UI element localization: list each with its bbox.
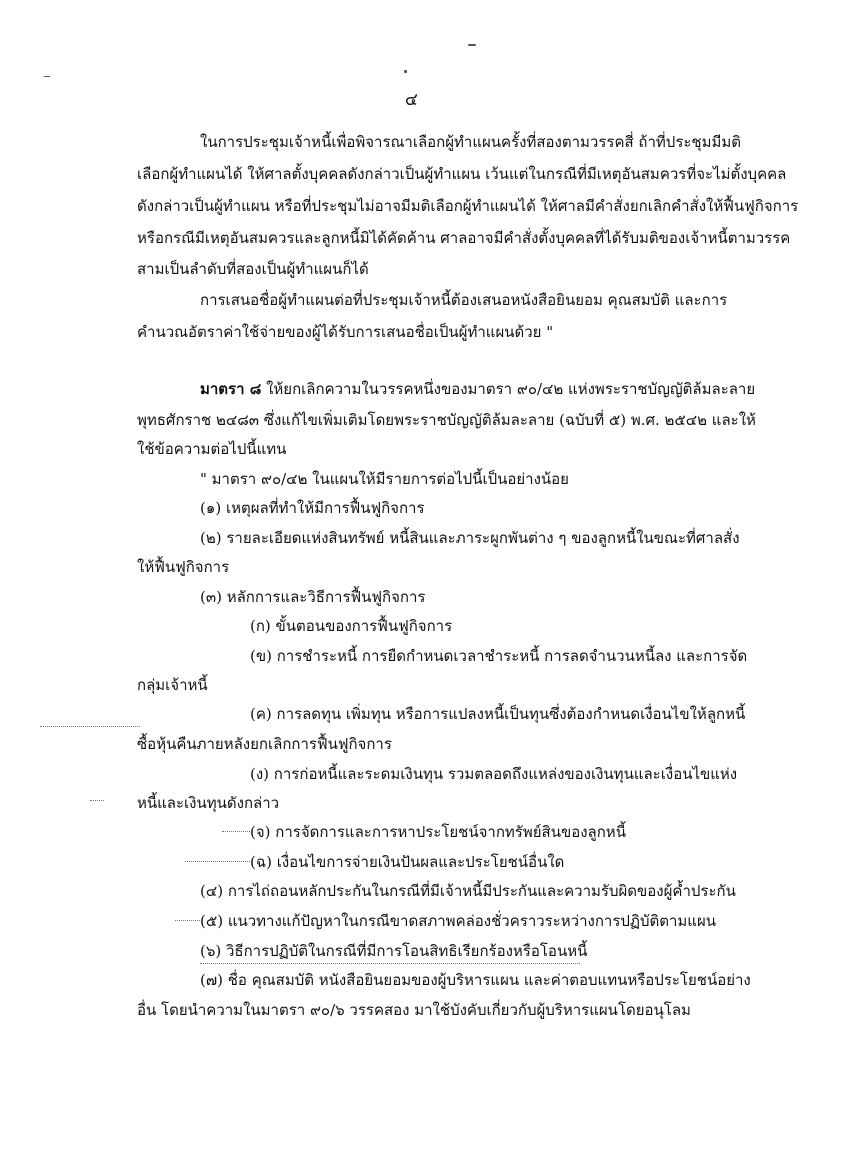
item-3f: (ฉ) เงื่อนไขการจ่ายเงินปันผลและประโยชน์อื่นใด bbox=[250, 853, 565, 871]
scan-dotted-mark bbox=[222, 831, 250, 832]
para1-line3: ดังกล่าวเป็นผู้ทำแผน หรือที่ประชุมไม่อาจมีมติเลือกผู้ทำแผนได้ ให้ศาลมีคำสั่งยกเลิกคำสั่งให้ฟื้นฟูกิจการ bbox=[137, 197, 799, 215]
para1-line2: เลือกผู้ทำแผนได้ ให้ศาลตั้งบุคคลดังกล่าวเป็นผู้ทำแผน เว้นแต่ในกรณีที่มีเหตุอันสมควรที่จะไม่ตั้งบุคคล bbox=[137, 165, 787, 183]
scan-dotted-rule bbox=[200, 963, 580, 964]
item-3c-line1: (ค) การลดทุน เพิ่มทุน หรือการแปลงหนี้เป็นทุนซึ่งต้องกำหนดเงื่อนไขให้ลูกหนี้ bbox=[250, 705, 746, 723]
item-3b-line2: กลุ่มเจ้าหนี้ bbox=[137, 676, 208, 694]
scan-dotted-mark bbox=[185, 861, 250, 862]
para1-line4: หรือกรณีมีเหตุอันสมควรและลูกหนี้มิได้คัดค้าน ศาลอาจมีคำสั่งตั้งบุคคลที่ได้รับมติของเจ้าหนี้ตามวรรค bbox=[137, 229, 791, 247]
item-6: (๖) วิธีการปฏิบัติในกรณีที่มีการโอนสิทธิเรียกร้องหรือโอนหนี้ bbox=[200, 942, 588, 960]
item-3a: (ก) ขั้นตอนของการฟื้นฟูกิจการ bbox=[250, 617, 453, 635]
item-1: (๑) เหตุผลที่ทำให้มีการฟื้นฟูกิจการ bbox=[200, 499, 425, 517]
item-7-line1: (๗) ชื่อ คุณสมบัติ หนังสือยินยอมของผู้บริหารแผน และค่าตอบแทนหรือประโยชน์อย่าง bbox=[200, 971, 751, 989]
para2-line2: คำนวณอัตราค่าใช้จ่ายของผู้ได้รับการเสนอชื่อเป็นผู้ทำแผนด้วย " bbox=[137, 323, 554, 341]
scan-dotted-mark bbox=[40, 726, 140, 727]
item-3b-line1: (ข) การชำระหนี้ การยืดกำหนดเวลาชำระหนี้ การลดจำนวนหนี้ลง และการจัด bbox=[250, 647, 748, 665]
item-3d-line2: หนี้และเงินทุนดังกล่าว bbox=[137, 794, 280, 812]
item-3: (๓) หลักการและวิธีการฟื้นฟูกิจการ bbox=[200, 588, 426, 606]
section8-heading: มาตรา ๘ bbox=[200, 380, 262, 398]
para2-line1: การเสนอชื่อผู้ทำแผนต่อที่ประชุมเจ้าหนี้ต้องเสนอหนังสือยินยอม คุณสมบัติ และการ bbox=[200, 291, 728, 309]
section8-line3: ใช้ข้อความต่อไปนี้แทน bbox=[137, 440, 287, 458]
scan-speck bbox=[404, 70, 407, 73]
para1-line1: ในการประชุมเจ้าหนี้เพื่อพิจารณาเลือกผู้ทำแผนครั้งที่สองตามวรรคสี่ ถ้าที่ประชุมมีมติ bbox=[200, 133, 742, 151]
quote-intro: " มาตรา ๙๐/๔๒ ในแผนให้มีรายการต่อไปนี้เป็นอย่างน้อย bbox=[200, 470, 569, 488]
scan-speck bbox=[468, 44, 476, 46]
item-2-line1: (๒) รายละเอียดแห่งสินทรัพย์ หนี้สินและภาระผูกพันต่าง ๆ ของลูกหนี้ในขณะที่ศาลสั่ง bbox=[200, 529, 740, 547]
item-2-line2: ให้ฟื้นฟูกิจการ bbox=[137, 558, 230, 576]
scan-dotted-mark bbox=[175, 920, 200, 921]
item-3c-line2: ซื้อหุ้นคืนภายหลังยกเลิกการฟื้นฟูกิจการ bbox=[137, 735, 392, 753]
scan-speck bbox=[44, 76, 50, 77]
section8-line2: พุทธศักราช ๒๔๘๓ ซึ่งแก้ไขเพิ่มเติมโดยพระราชบัญญัติล้มละลาย (ฉบับที่ ๕) พ.ศ. ๒๕๔๒ และให้ bbox=[137, 411, 756, 429]
item-5: (๕) แนวทางแก้ปัญหาในกรณีขาดสภาพคล่องชั่วคราวระหว่างการปฏิบัติตามแผน bbox=[200, 912, 717, 930]
item-3d-line1: (ง) การก่อหนี้และระดมเงินทุน รวมตลอดถึงแหล่งของเงินทุนและเงื่อนไขแห่ง bbox=[250, 765, 738, 783]
scan-dotted-mark bbox=[90, 800, 104, 801]
section8-line1-text: ให้ยกเลิกความในวรรคหนึ่งของมาตรา ๙๐/๔๒ แห่งพระราชบัญญัติล้มละลาย bbox=[261, 380, 756, 398]
para1-line5: สามเป็นลำดับที่สองเป็นผู้ทำแผนก็ได้ bbox=[137, 260, 369, 278]
item-4: (๔) การไถ่ถอนหลักประกันในกรณีที่มีเจ้าหนี้มีประกันและความรับผิดของผู้ค้ำประกัน bbox=[200, 882, 736, 900]
item-7-line2: อื่น โดยนำความในมาตรา ๙๐/๖ วรรคสอง มาใช้บังคับเกี่ยวกับผู้บริหารแผนโดยอนุโลม bbox=[137, 1001, 691, 1019]
section8-line1 bbox=[200, 378, 755, 400]
item-3e: (จ) การจัดการและการหาประโยชน์จากทรัพย์สินของลูกหนี้ bbox=[250, 823, 626, 841]
page-number: ๔ bbox=[405, 90, 418, 110]
